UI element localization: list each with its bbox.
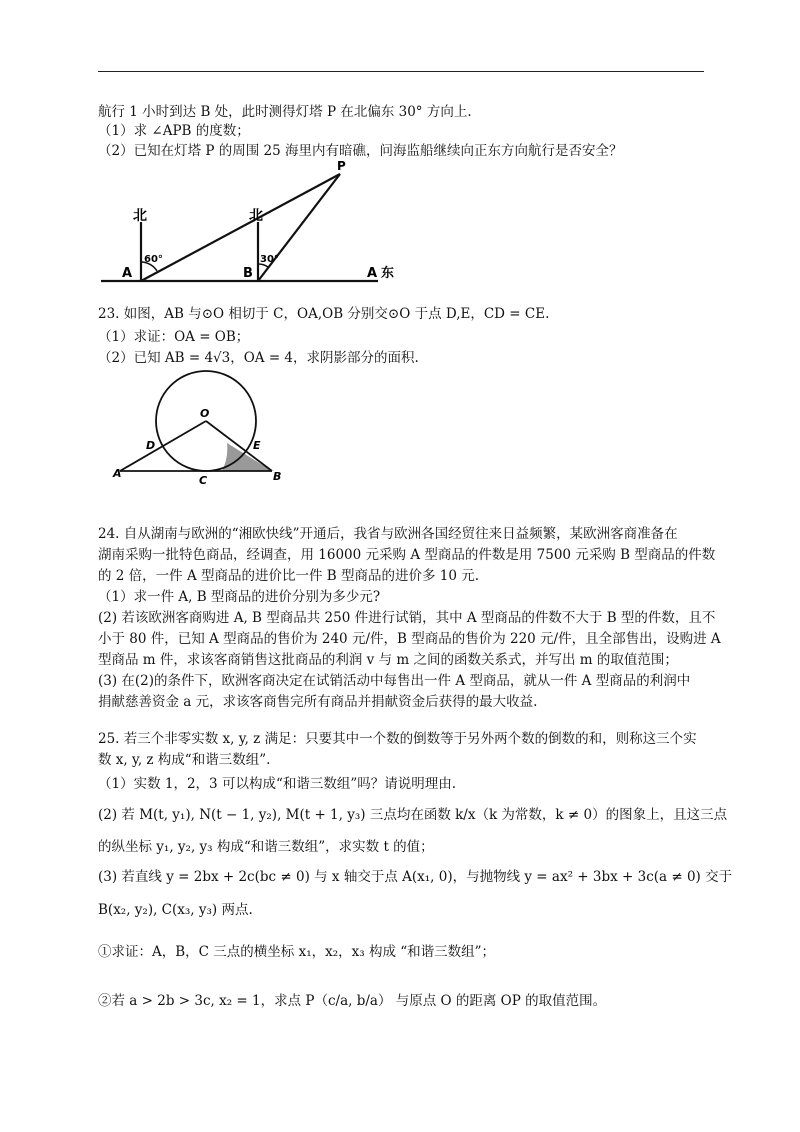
q24-line-9: 捐献慈善资金 a 元，求该客商售完所有商品并捐献资金后获得的最大收益.: [98, 694, 538, 710]
north-label-a: 北: [133, 208, 147, 224]
q25-line-6: (3) 若直线 y = 2bx + 2c(bc ≠ 0) 与 x 轴交于点 A(x₁, 0)，与抛物线 y = ax² + 3bx + 3c(a ≠ 0) 交于: [98, 869, 733, 885]
q23-part1: （1）求证：OA = OB；: [98, 329, 250, 345]
shaded-region: [222, 443, 272, 471]
point-label-p: P: [337, 159, 346, 173]
q22-part1: （1）求 ∠APB 的度数；: [98, 123, 250, 139]
q25-line-2: 数 x, y, z 构成“和谐三数组”.: [98, 752, 271, 768]
q25-line-1: 25. 若三个非零实数 x, y, z 满足：只要其中一个数的倒数等于另外两个数的倒数的和，则称这三个实: [98, 731, 697, 747]
q24-line-2: 湖南采购一批特色商品，经调查，用 16000 元采购 A 型商品的件数是用 7500 元采购 B 型商品的件数: [98, 547, 716, 563]
q24-line-4: （1）求一件 A, B 型商品的进价分别为多少元?: [98, 589, 381, 605]
label-b: B: [273, 470, 282, 483]
q25-line-8: ①求证：A，B，C 三点的横坐标 x₁，x₂，x₃ 构成 “和谐三数组”；: [98, 944, 496, 960]
q25-line-3: （1）实数 1，2，3 可以构成“和谐三数组”吗？请说明理由.: [98, 776, 457, 792]
segment-ap: [141, 174, 340, 281]
label-o: O: [200, 407, 210, 420]
segment-oa: [120, 421, 206, 471]
q24-line-8: (3) 在(2)的条件下，欧洲客商决定在试销活动中每售出一件 A 型商品，就从一件 A 型商品的利润中: [98, 673, 691, 689]
q25-line-7: B(x₂, y₂), C(x₃, y₃) 两点.: [98, 902, 253, 918]
label-d: D: [146, 439, 156, 452]
east-arrow-label: A: [367, 266, 378, 281]
point-label-a: A: [122, 266, 133, 281]
point-label-b: B: [243, 266, 253, 281]
q23-figure: [0, 360, 800, 510]
q22-part2: （2）已知在灯塔 P 的周围 25 海里内有暗礁，问海监船继续向正东方向航行是否安全？: [98, 143, 623, 159]
label-c: C: [199, 474, 208, 487]
angle-label-a: 60°: [144, 254, 163, 265]
label-e: E: [253, 439, 261, 452]
q24-line-1: 24. 自从湖南与欧洲的“湘欧快线”开通后，我省与欧洲各国经贸往来日益频繁，某欧洲客商准备在: [98, 526, 678, 542]
q22-intro: 航行 1 小时到达 B 处，此时测得灯塔 P 在北偏东 30° 方向上.: [98, 104, 472, 120]
q25-line-9: ②若 a > 2b > 3c, x₂ = 1，求点 P（c/a, b/a） 与原点 O 的距离 OP 的取值范围。: [98, 993, 607, 1009]
north-label-b: 北: [249, 208, 263, 224]
label-a: A: [113, 467, 122, 480]
q25-line-4: (2) 若 M(t, y₁), N(t − 1, y₂), M(t + 1, y₃) 三点均在函数 k/x（k 为常数，k ≠ 0）的图象上，且这三点: [98, 807, 728, 823]
q23-part2: （2）已知 AB = 4√3，OA = 4，求阴影部分的面积.: [98, 350, 419, 366]
q24-line-6: 小于 80 件，已知 A 型商品的售价为 240 元/件，B 型商品的售价为 220 元/件，且全部售出，设购进 A: [98, 631, 721, 647]
angle-label-b: 30°: [260, 254, 279, 265]
header-rule: [98, 71, 704, 72]
q24-line-5: (2) 若该欧洲客商购进 A, B 型商品共 250 件进行试销，其中 A 型商品的件数不大于 B 型的件数，且不: [98, 610, 716, 626]
q24-line-7: 型商品 m 件，求该客商销售这批商品的利润 v 与 m 之间的函数关系式，并写出 m 的取值范围；: [98, 652, 678, 668]
q23-stem: 23. 如图，AB 与⊙O 相切于 C，OA,OB 分别交⊙O 于点 D,E，CD = CE.: [98, 306, 550, 322]
q25-line-5: 的纵坐标 y₁, y₂, y₃ 构成“和谐三数组”，求实数 t 的值；: [98, 839, 434, 855]
q24-line-3: 的 2 倍，一件 A 型商品的进价比一件 B 型商品的进价多 10 元.: [98, 568, 480, 584]
east-label: 东: [381, 266, 395, 281]
